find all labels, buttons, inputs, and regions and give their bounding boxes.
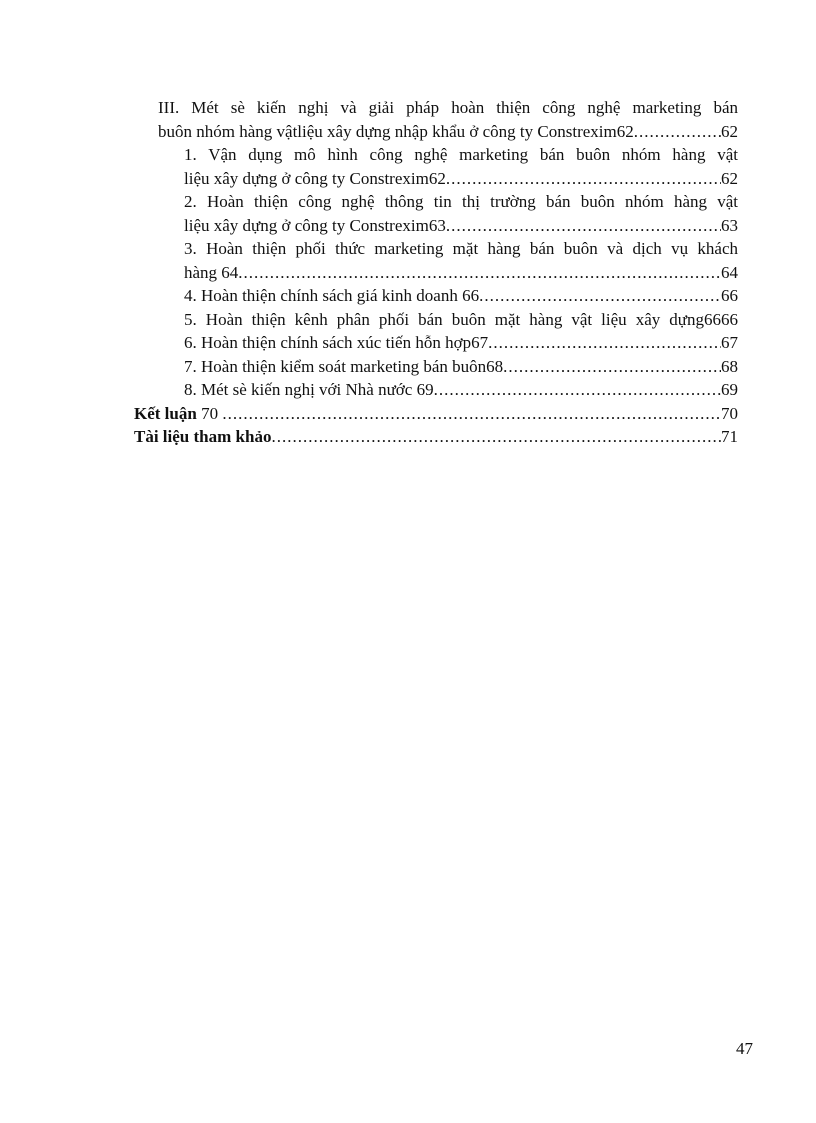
toc-entry-text: 8. Mét sè kiến nghị với Nhà nước 69	[184, 380, 434, 399]
toc-entry-conclusion	[134, 402, 738, 426]
toc-page-number: 62	[721, 168, 738, 188]
toc-page-number: 71	[721, 427, 738, 446]
toc-entry-line1	[184, 284, 738, 308]
toc-page-number: 67	[721, 333, 738, 352]
leader-dots	[271, 425, 721, 449]
toc-entry-4	[134, 284, 738, 308]
toc-entry-line1	[184, 355, 738, 379]
toc-entry-text-line2: liệu xây dựng ở công ty Constrexim62	[184, 168, 446, 188]
leader-dots	[446, 167, 721, 191]
toc-entry-line1	[134, 425, 738, 449]
leader-dots	[238, 261, 721, 285]
leader-dots	[479, 284, 721, 308]
toc-entry-bold-title: Tài liệu tham khảo	[134, 427, 272, 446]
toc-entry-line2	[184, 167, 738, 191]
toc-entry-5	[134, 308, 738, 332]
leader-dots	[634, 120, 721, 144]
leader-dots	[503, 355, 721, 379]
table-of-contents	[134, 96, 738, 449]
toc-entry-2	[134, 190, 738, 237]
toc-entry-text: 4. Hoàn thiện chính sách giá kinh doanh 66	[184, 286, 480, 305]
toc-entry-text-line1: 2. Hoàn thiện công nghệ thông tin thị trường bán buôn nhóm hàng vật	[184, 192, 738, 211]
toc-entry-text: 6. Hoàn thiện chính sách xúc tiến hỗn hợp67	[184, 333, 489, 352]
toc-page-number: 66	[721, 286, 738, 305]
toc-entry-references	[134, 425, 738, 449]
leader-dots	[488, 331, 721, 355]
toc-entry-text-line2: hàng 64	[184, 262, 239, 282]
leader-dots	[222, 402, 721, 426]
toc-entry-3	[134, 237, 738, 284]
toc-entry-1	[134, 143, 738, 190]
leader-dots	[434, 378, 721, 402]
leader-dots	[446, 214, 721, 238]
toc-entry-text-line1: III. Mét sè kiến nghị và giải pháp hoàn thiện công nghệ marketing bán	[158, 98, 738, 117]
toc-entry-text-line1: 1. Vận dụng mô hình công nghệ marketing bán buôn nhóm hàng vật	[184, 145, 738, 164]
toc-page-number: 63	[721, 215, 738, 235]
toc-entry-line1	[134, 402, 738, 426]
toc-entry-suffix: 70	[196, 403, 223, 423]
toc-page-number: 70	[721, 403, 738, 423]
toc-entry-8	[134, 378, 738, 402]
toc-entry-6	[134, 331, 738, 355]
toc-entry-line2	[158, 120, 738, 144]
toc-entry-text-line2: liệu xây dựng ở công ty Constrexim63	[184, 215, 446, 235]
toc-page-number: 64	[721, 262, 738, 282]
toc-entry-line1	[184, 378, 738, 402]
toc-page-number: 68	[721, 356, 738, 376]
toc-entry-section-3	[134, 96, 738, 143]
toc-entry-line2	[184, 214, 738, 238]
toc-page-number: 62	[721, 121, 738, 141]
toc-entry-line1	[184, 331, 738, 355]
toc-entry-bold-title: Kết luận	[134, 403, 197, 423]
toc-entry-7	[134, 355, 738, 379]
toc-page-number: 69	[721, 380, 738, 399]
toc-entry-text-line1: 3. Hoàn thiện phối thức marketing mặt hàng bán buôn và dịch vụ khách	[184, 239, 738, 258]
toc-entry-text-line2: buôn nhóm hàng vậtliệu xây dựng nhập khẩu ở công ty Constrexim62	[158, 121, 634, 141]
toc-entry-text: 7. Hoàn thiện kiểm soát marketing bán buôn68	[184, 356, 504, 376]
toc-entry-line2	[184, 261, 738, 285]
page-number: 47	[736, 1039, 753, 1058]
toc-entry-text: 5. Hoàn thiện kênh phân phối bán buôn mặt hàng vật liệu xây dựng6666	[184, 309, 738, 329]
